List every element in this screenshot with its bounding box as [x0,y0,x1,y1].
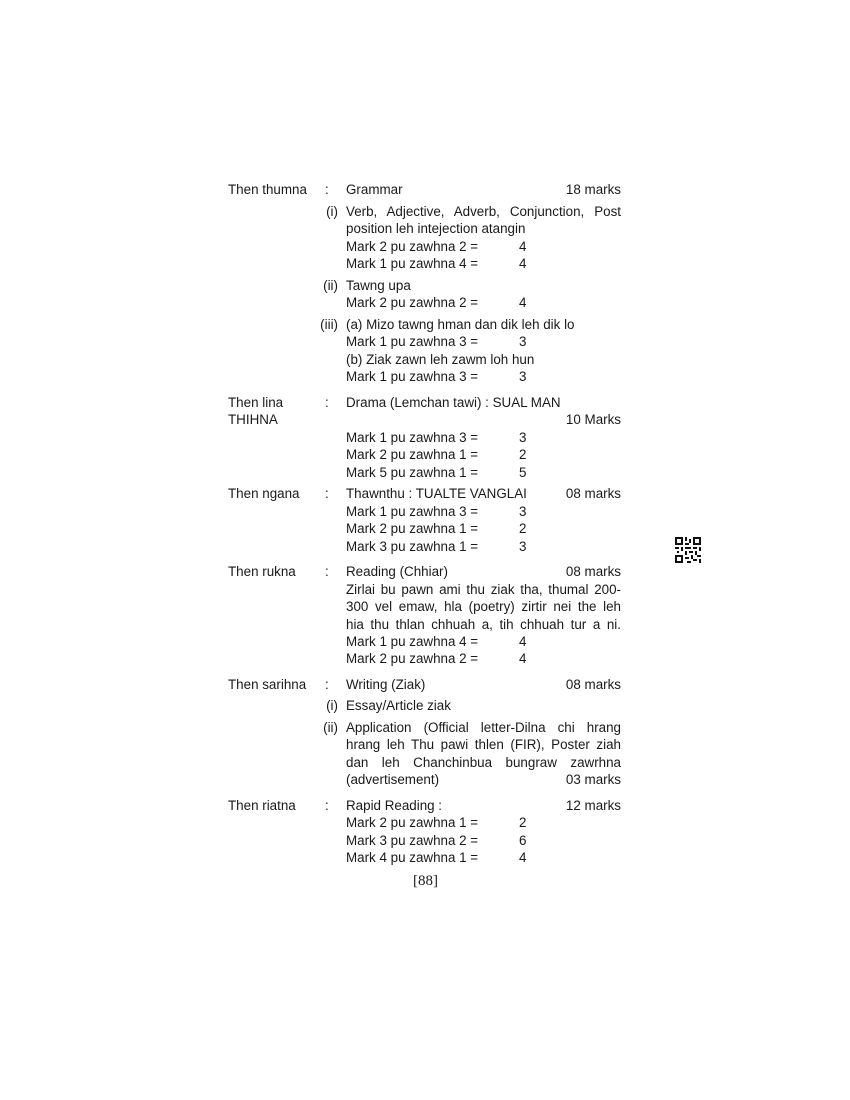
item-line: Essay/Article ziak [346,698,451,713]
mark-line: Mark 2 pu zawhna 2 = [346,239,479,254]
paragraph-line: hia thu thlan chhuah a, tih chhuah tur a ni. [346,617,621,632]
mark-value: 3 [519,369,527,384]
colon: : [325,564,329,579]
section-marks: 12 marks [565,798,621,813]
section-title: Writing (Ziak) [346,677,426,692]
colon: : [325,395,329,410]
mark-line: Mark 3 pu zawhna 2 = [346,833,479,848]
section-title: Reading (Chhiar) [346,564,448,579]
mark-line: Mark 4 pu zawhna 1 = [346,850,479,865]
mark-value: 2 [519,447,527,462]
section-title: Drama (Lemchan tawi) : SUAL MAN [346,395,561,410]
mark-line: Mark 3 pu zawhna 1 = [346,539,479,554]
mark-value: 3 [519,430,527,445]
mark-value: 5 [519,465,527,480]
item-line: (b) Ziak zawn leh zawm loh hun [346,352,535,367]
mark-line: Mark 5 pu zawhna 1 = [346,465,479,480]
mark-value: 4 [519,850,527,865]
mark-value: 3 [519,504,527,519]
mark-line: Mark 1 pu zawhna 4 = [346,634,479,649]
page-number: [88] [413,873,438,889]
mark-value: 6 [519,833,527,848]
section-label: Then riatna [228,798,296,813]
paragraph-line: Zirlai bu pawn ami thu ziak tha, thumal 200- [346,582,621,597]
qr-code-icon [675,537,701,563]
section-title: Grammar [346,182,403,197]
section-marks: 18 marks [565,182,621,197]
mark-value: 4 [519,295,527,310]
mark-line: Mark 2 pu zawhna 1 = [346,815,479,830]
mark-line: Mark 1 pu zawhna 4 = [346,256,479,271]
mark-line: Mark 2 pu zawhna 1 = [346,447,479,462]
mark-value: 3 [519,334,527,349]
section-title: Rapid Reading : [346,798,443,813]
colon: : [325,486,329,501]
mark-line: Mark 2 pu zawhna 1 = [346,521,479,536]
item-line: dan leh Chanchinbua bungraw zawrhna [346,755,621,770]
item-line: (advertisement) [346,772,440,787]
paragraph-line: 300 vel emaw, hla (poetry) zirtir nei the leh [346,599,621,614]
colon: : [325,798,329,813]
colon: : [325,677,329,692]
mark-line: Mark 2 pu zawhna 2 = [346,295,479,310]
item-roman: (i) [326,204,338,219]
item-line: (a) Mizo tawng hman dan dik leh dik lo [346,317,575,332]
section-marks: 08 marks [565,486,621,501]
item-line: Verb, Adjective, Adverb, Conjunction, Post [346,204,621,219]
section-title: Thawnthu : TUALTE VANGLAI [346,486,527,501]
mark-line: Mark 2 pu zawhna 2 = [346,651,479,666]
mark-value: 4 [519,239,527,254]
mark-value: 2 [519,521,527,536]
item-roman: (ii) [323,278,338,293]
item-roman: (iii) [320,317,338,332]
section-label: Then thumna [228,182,307,197]
section-marks: 08 marks [565,677,621,692]
item-line: hrang leh Thu pawi thlen (FIR), Poster ziah [346,737,621,752]
item-line: Tawng upa [346,278,411,293]
section-label: Then lina [228,395,284,410]
mark-line: Mark 1 pu zawhna 3 = [346,334,479,349]
mark-value: 4 [519,651,527,666]
mark-value: 4 [519,634,527,649]
colon: : [325,182,329,197]
mark-line: Mark 1 pu zawhna 3 = [346,430,479,445]
item-roman: (ii) [323,720,338,735]
item-line: Application (Official letter-Dilna chi hrang [346,720,621,735]
section-label-continued: THIHNA [228,412,278,427]
section-marks: 10 Marks [565,412,621,427]
mark-value: 3 [519,539,527,554]
mark-value: 4 [519,256,527,271]
item-line: position leh intejection atangin [346,221,526,236]
mark-value: 2 [519,815,527,830]
mark-line: Mark 1 pu zawhna 3 = [346,504,479,519]
section-label: Then sarihna [228,677,307,692]
item-marks: 03 marks [565,772,621,787]
section-label: Then ngana [228,486,300,501]
item-roman: (i) [326,698,338,713]
section-marks: 08 marks [565,564,621,579]
mark-line: Mark 1 pu zawhna 3 = [346,369,479,384]
section-label: Then rukna [228,564,296,579]
